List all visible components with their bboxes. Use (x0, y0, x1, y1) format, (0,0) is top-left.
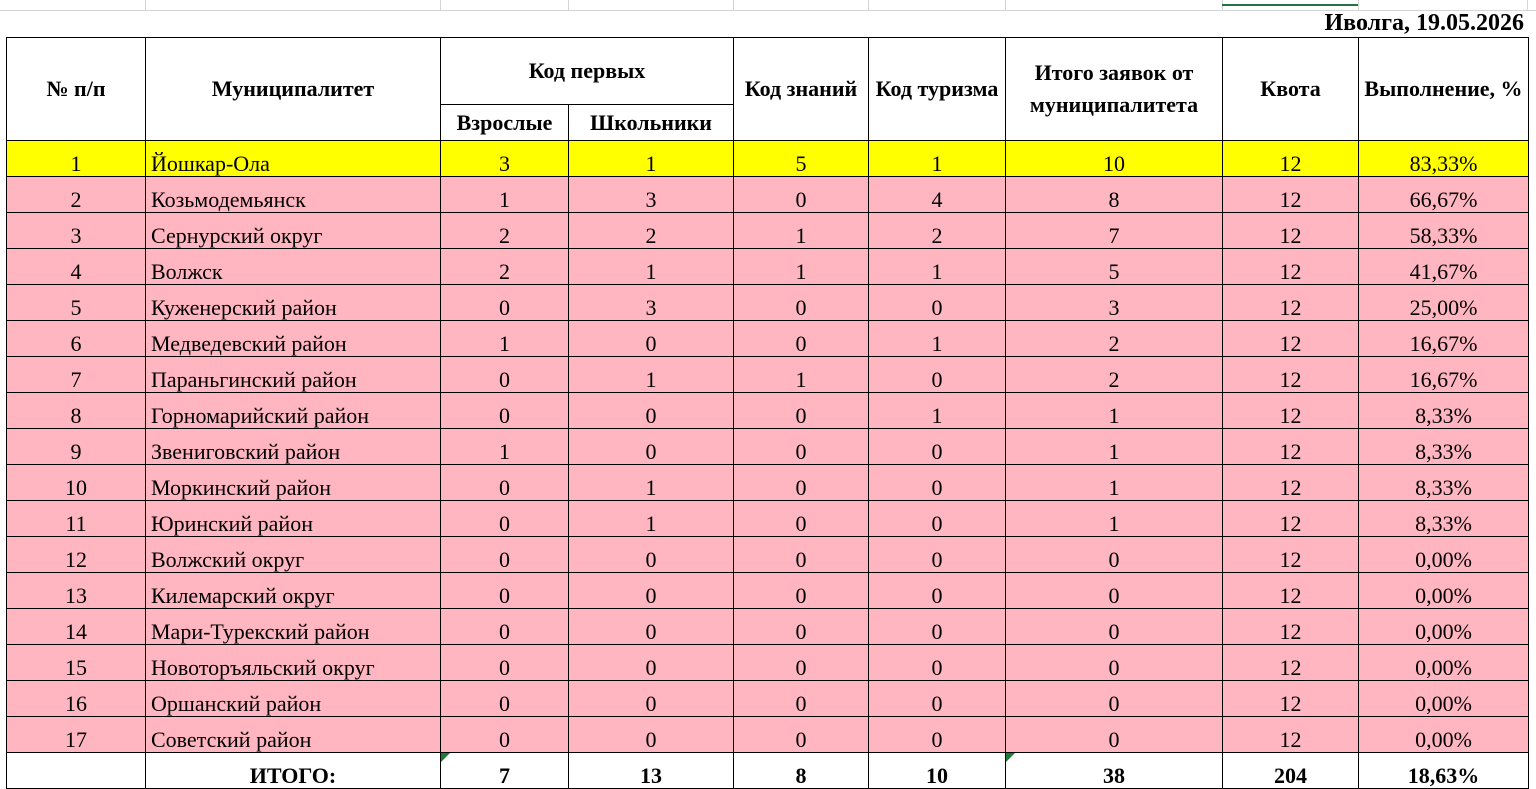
cell-adults[interactable]: 0 (441, 501, 569, 537)
cell-quota[interactable]: 12 (1223, 717, 1359, 753)
cell-quota[interactable]: 12 (1223, 609, 1359, 645)
cell-total[interactable]: 7 (1006, 213, 1223, 249)
cell-schoolchildren[interactable]: 1 (569, 465, 734, 501)
cell-adults[interactable]: 0 (441, 465, 569, 501)
cell-num[interactable]: 9 (7, 429, 146, 465)
cell-municipality[interactable]: Куженерский район (146, 285, 441, 321)
totals-pct[interactable]: 18,63% (1359, 753, 1529, 789)
header-num[interactable]: № п/п (7, 38, 146, 141)
cell-kod-znaniy[interactable]: 0 (734, 501, 869, 537)
totals-turizma[interactable]: 10 (869, 753, 1006, 789)
table-row (7, 141, 1529, 177)
header-municipality[interactable]: Муниципалитет (146, 38, 441, 141)
cell-kod-znaniy[interactable]: 0 (734, 717, 869, 753)
cell-total[interactable]: 1 (1006, 465, 1223, 501)
table-row (7, 177, 1529, 213)
cell-kod-turizma[interactable]: 0 (869, 681, 1006, 717)
cell-quota[interactable]: 12 (1223, 501, 1359, 537)
cell-kod-turizma[interactable]: 0 (869, 285, 1006, 321)
selected-cell-indicator (1222, 0, 1358, 6)
cell-num[interactable]: 8 (7, 393, 146, 429)
cell-quota[interactable]: 12 (1223, 429, 1359, 465)
cell-quota[interactable]: 12 (1223, 141, 1359, 177)
cell-quota[interactable]: 12 (1223, 285, 1359, 321)
cell-kod-znaniy[interactable]: 0 (734, 609, 869, 645)
cell-total[interactable]: 5 (1006, 249, 1223, 285)
cell-num[interactable]: 17 (7, 717, 146, 753)
table-row (7, 357, 1529, 393)
cell-schoolchildren[interactable]: 3 (569, 177, 734, 213)
cell-adults[interactable]: 0 (441, 717, 569, 753)
cell-schoolchildren[interactable]: 0 (569, 717, 734, 753)
cell-kod-turizma[interactable]: 1 (869, 321, 1006, 357)
cell-municipality[interactable]: Горномарийский район (146, 393, 441, 429)
cell-municipality[interactable]: Новоторъяльский округ (146, 645, 441, 681)
header-kod-turizma[interactable]: Код туризма (869, 38, 1006, 141)
cell-municipality[interactable]: Советский район (146, 717, 441, 753)
cell-num[interactable]: 15 (7, 645, 146, 681)
cell-adults[interactable]: 1 (441, 429, 569, 465)
cell-kod-znaniy[interactable]: 0 (734, 285, 869, 321)
cell-total[interactable]: 1 (1006, 429, 1223, 465)
cell-schoolchildren[interactable]: 1 (569, 141, 734, 177)
cell-adults[interactable]: 0 (441, 537, 569, 573)
cell-adults[interactable]: 0 (441, 645, 569, 681)
cell-num[interactable]: 16 (7, 681, 146, 717)
formula-marker-icon (1006, 753, 1015, 762)
cell-quota[interactable]: 12 (1223, 645, 1359, 681)
cell-municipality[interactable]: Килемарский округ (146, 573, 441, 609)
cell-municipality[interactable]: Мари-Турекский район (146, 609, 441, 645)
cell-kod-znaniy[interactable]: 0 (734, 321, 869, 357)
table-row (7, 645, 1529, 681)
totals-total-value: 38 (1103, 763, 1125, 788)
cell-municipality[interactable]: Козьмодемьянск (146, 177, 441, 213)
cell-kod-znaniy[interactable]: 0 (734, 465, 869, 501)
cell-schoolchildren[interactable]: 0 (569, 609, 734, 645)
cell-num[interactable]: 4 (7, 249, 146, 285)
applications-table (6, 37, 1529, 789)
cell-kod-znaniy[interactable]: 5 (734, 141, 869, 177)
totals-label[interactable]: ИТОГО: (146, 753, 441, 789)
cell-kod-znaniy[interactable]: 0 (734, 573, 869, 609)
cell-adults[interactable]: 0 (441, 285, 569, 321)
cell-schoolchildren[interactable]: 2 (569, 213, 734, 249)
cell-total[interactable]: 0 (1006, 537, 1223, 573)
header-total[interactable]: Итого заявок от муниципалитета (1006, 38, 1223, 141)
cell-municipality[interactable]: Сернурский округ (146, 213, 441, 249)
cell-kod-turizma[interactable]: 0 (869, 573, 1006, 609)
cell-total[interactable]: 10 (1006, 141, 1223, 177)
table-row (7, 249, 1529, 285)
cell-quota[interactable]: 12 (1223, 393, 1359, 429)
table-row (7, 501, 1529, 537)
cell-kod-znaniy[interactable]: 0 (734, 429, 869, 465)
cell-completion[interactable]: 8,33% (1359, 393, 1529, 429)
cell-adults[interactable]: 0 (441, 357, 569, 393)
cell-kod-turizma[interactable]: 1 (869, 249, 1006, 285)
cell-num[interactable]: 2 (7, 177, 146, 213)
header-quota[interactable]: Квота (1223, 38, 1359, 141)
cell-adults[interactable]: 0 (441, 681, 569, 717)
cell-kod-znaniy[interactable]: 0 (734, 177, 869, 213)
cell-total[interactable]: 2 (1006, 357, 1223, 393)
cell-completion[interactable]: 25,00% (1359, 285, 1529, 321)
cell-total[interactable]: 1 (1006, 393, 1223, 429)
header-schoolchildren[interactable]: Школьники (569, 105, 734, 141)
table-row (7, 681, 1529, 717)
cell-adults[interactable]: 3 (441, 141, 569, 177)
cell-num[interactable]: 10 (7, 465, 146, 501)
cell-kod-turizma[interactable]: 0 (869, 465, 1006, 501)
cell-quota[interactable]: 12 (1223, 681, 1359, 717)
table-row (7, 321, 1529, 357)
cell-schoolchildren[interactable]: 1 (569, 501, 734, 537)
cell-schoolchildren[interactable]: 0 (569, 537, 734, 573)
table-row (7, 429, 1529, 465)
cell-quota[interactable]: 12 (1223, 177, 1359, 213)
header-adults[interactable]: Взрослые (441, 105, 569, 141)
cell-total[interactable]: 1 (1006, 501, 1223, 537)
cell-kod-znaniy[interactable]: 0 (734, 393, 869, 429)
cell-num[interactable]: 11 (7, 501, 146, 537)
totals-znaniy[interactable]: 8 (734, 753, 869, 789)
cell-completion[interactable]: 0,00% (1359, 573, 1529, 609)
cell-schoolchildren[interactable]: 1 (569, 249, 734, 285)
cell-kod-turizma[interactable]: 1 (869, 141, 1006, 177)
cell-completion[interactable]: 16,67% (1359, 321, 1529, 357)
cell-num[interactable]: 5 (7, 285, 146, 321)
cell-quota[interactable]: 12 (1223, 537, 1359, 573)
cell-num[interactable]: 13 (7, 573, 146, 609)
table-row (7, 213, 1529, 249)
cell-kod-znaniy[interactable]: 1 (734, 249, 869, 285)
cell-adults[interactable]: 0 (441, 573, 569, 609)
cell-kod-turizma[interactable]: 0 (869, 717, 1006, 753)
cell-quota[interactable]: 12 (1223, 321, 1359, 357)
cell-kod-turizma[interactable]: 2 (869, 213, 1006, 249)
cell-kod-znaniy[interactable]: 0 (734, 645, 869, 681)
cell-schoolchildren[interactable]: 0 (569, 573, 734, 609)
cell-kod-znaniy[interactable]: 0 (734, 537, 869, 573)
cell-municipality[interactable]: Юринский район (146, 501, 441, 537)
cell-completion[interactable]: 8,33% (1359, 465, 1529, 501)
cell-num[interactable]: 12 (7, 537, 146, 573)
cell-municipality[interactable]: Моркинский район (146, 465, 441, 501)
cell-quota[interactable]: 12 (1223, 357, 1359, 393)
formula-marker-icon (441, 753, 450, 762)
table-row (7, 537, 1529, 573)
cell-completion[interactable]: 66,67% (1359, 177, 1529, 213)
cell-num[interactable]: 3 (7, 213, 146, 249)
cell-schoolchildren[interactable]: 1 (569, 357, 734, 393)
cell-adults[interactable]: 0 (441, 393, 569, 429)
cell-total[interactable]: 0 (1006, 645, 1223, 681)
cell-total[interactable]: 0 (1006, 573, 1223, 609)
cell-completion[interactable]: 8,33% (1359, 429, 1529, 465)
cell-quota[interactable]: 12 (1223, 249, 1359, 285)
cell-municipality[interactable]: Звениговский район (146, 429, 441, 465)
cell-quota[interactable]: 12 (1223, 573, 1359, 609)
table-row (7, 285, 1529, 321)
cell-municipality[interactable]: Оршанский район (146, 681, 441, 717)
cell-kod-znaniy[interactable]: 0 (734, 681, 869, 717)
header-completion[interactable]: Выполнение, % (1359, 38, 1529, 141)
cell-quota[interactable]: 12 (1223, 213, 1359, 249)
cell-num[interactable]: 1 (7, 141, 146, 177)
cell-num[interactable]: 6 (7, 321, 146, 357)
header-kod-pervyh[interactable]: Код первых (441, 38, 734, 105)
cell-completion[interactable]: 0,00% (1359, 645, 1529, 681)
cell-adults[interactable]: 2 (441, 249, 569, 285)
table-row (7, 465, 1529, 501)
cell-schoolchildren[interactable]: 0 (569, 429, 734, 465)
cell-kod-turizma[interactable]: 0 (869, 501, 1006, 537)
cell-adults[interactable]: 1 (441, 177, 569, 213)
cell-municipality[interactable]: Волжский округ (146, 537, 441, 573)
cell-kod-turizma[interactable]: 0 (869, 537, 1006, 573)
cell-completion[interactable]: 0,00% (1359, 681, 1529, 717)
cell-municipality[interactable]: Йошкар-Ола (146, 141, 441, 177)
totals-quota[interactable]: 204 (1223, 753, 1359, 789)
cell-municipality[interactable]: Волжск (146, 249, 441, 285)
cell-completion[interactable]: 8,33% (1359, 501, 1529, 537)
cell-schoolchildren[interactable]: 0 (569, 645, 734, 681)
cell-kod-znaniy[interactable]: 1 (734, 357, 869, 393)
cell-schoolchildren[interactable]: 0 (569, 393, 734, 429)
cell-completion[interactable]: 83,33% (1359, 141, 1529, 177)
cell-municipality[interactable]: Параньгинский район (146, 357, 441, 393)
header-kod-znaniy[interactable]: Код знаний (734, 38, 869, 141)
cell-completion[interactable]: 0,00% (1359, 717, 1529, 753)
cell-kod-turizma[interactable]: 0 (869, 429, 1006, 465)
cell-num[interactable]: 14 (7, 609, 146, 645)
totals-school[interactable]: 13 (569, 753, 734, 789)
cell-kod-turizma[interactable]: 0 (869, 645, 1006, 681)
cell-adults[interactable]: 2 (441, 213, 569, 249)
table-row (7, 717, 1529, 753)
cell-schoolchildren[interactable]: 3 (569, 285, 734, 321)
cell-total[interactable]: 0 (1006, 609, 1223, 645)
table-row (7, 609, 1529, 645)
cell-total[interactable]: 3 (1006, 285, 1223, 321)
table-body (7, 141, 1529, 753)
cell-schoolchildren[interactable]: 0 (569, 681, 734, 717)
totals-adults-value: 7 (499, 763, 510, 788)
cell-completion[interactable]: 58,33% (1359, 213, 1529, 249)
cell-kod-turizma[interactable]: 1 (869, 393, 1006, 429)
cell-completion[interactable]: 16,67% (1359, 357, 1529, 393)
cell-completion[interactable]: 0,00% (1359, 609, 1529, 645)
cell-completion[interactable]: 0,00% (1359, 537, 1529, 573)
cell-adults[interactable]: 1 (441, 321, 569, 357)
cell-total[interactable]: 0 (1006, 717, 1223, 753)
table-row (7, 573, 1529, 609)
cell-completion[interactable]: 41,67% (1359, 249, 1529, 285)
cell-total[interactable]: 8 (1006, 177, 1223, 213)
cell-kod-turizma[interactable]: 4 (869, 177, 1006, 213)
cell-num[interactable]: 7 (7, 357, 146, 393)
cell-kod-znaniy[interactable]: 1 (734, 213, 869, 249)
cell-kod-turizma[interactable]: 0 (869, 609, 1006, 645)
cell-quota[interactable]: 12 (1223, 465, 1359, 501)
cell-municipality[interactable]: Медведевский район (146, 321, 441, 357)
table-row (7, 393, 1529, 429)
cell-schoolchildren[interactable]: 0 (569, 321, 734, 357)
cell-total[interactable]: 0 (1006, 681, 1223, 717)
cell-total[interactable]: 2 (1006, 321, 1223, 357)
cell-kod-turizma[interactable]: 0 (869, 357, 1006, 393)
date-label: Иволга, 19.05.2026 (1324, 10, 1524, 36)
cell-adults[interactable]: 0 (441, 609, 569, 645)
